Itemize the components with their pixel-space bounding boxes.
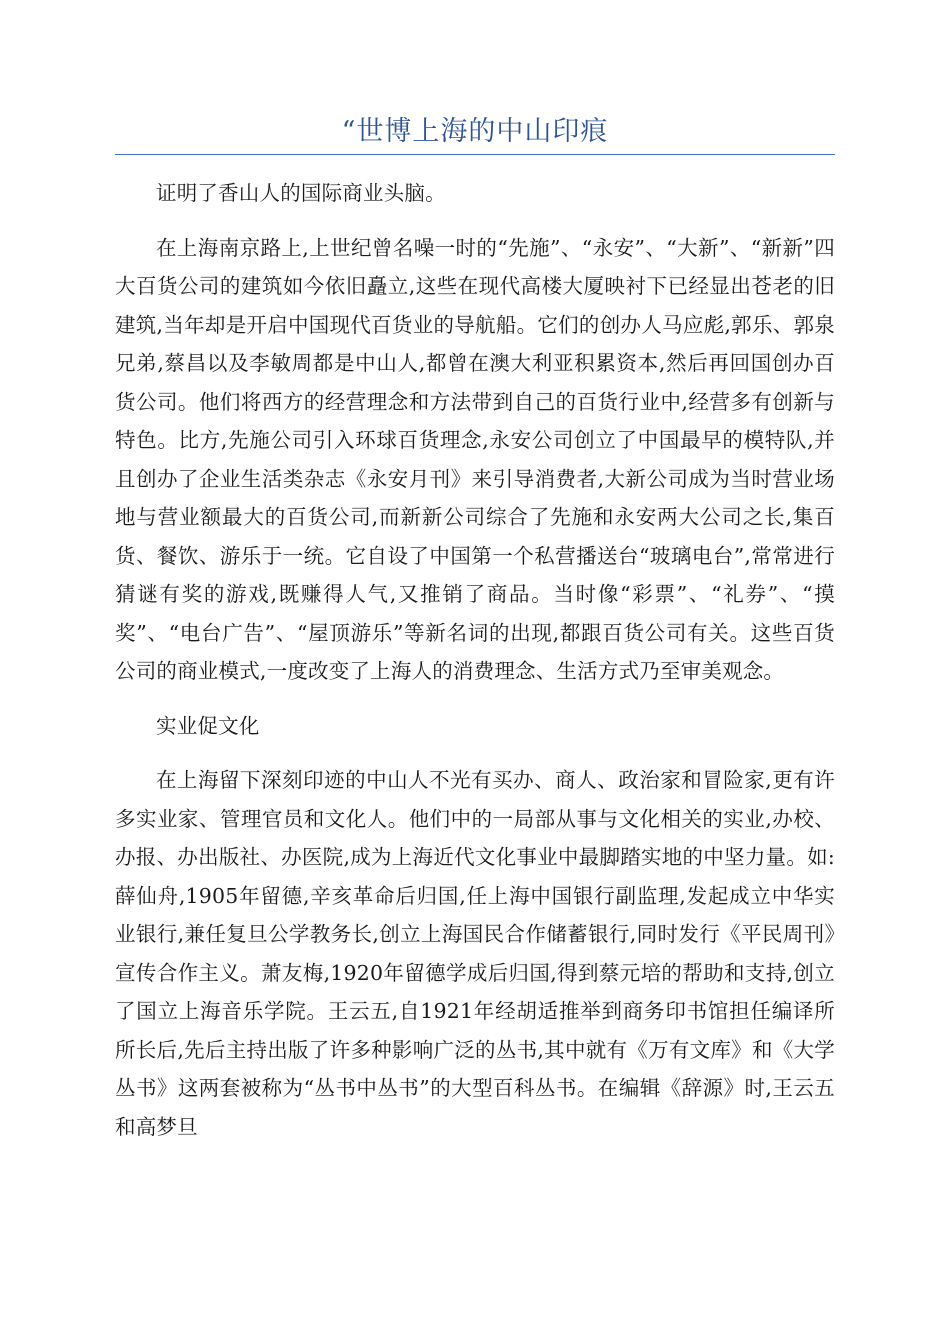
title-underline	[115, 154, 835, 155]
paragraph-department-stores: 在上海南京路上,上世纪曾名噪一时的“先施”、“永安”、“大新”、“新新”四大百货公司的建筑如今依旧矗立,这些在现代高楼大厦映衬下已经显出苍老的旧建筑,当年却是开启中国现代百货业的导航船。它们的创办人马应彪,郭乐、郭泉兄弟,蔡昌以及李敏周都是中山人,都曾在澳大利亚积累资本,然后再回国创办百货公司。他们将西方的经营理念和方法带到自己的百货行业中,经营多有创新与特色。比方,先施公司引入环球百货理念,永安公司创立了中国最早的模特队,并且创办了企业生活类杂志《永安月刊》来引导消费者,大新公司成为当时营业场地与营业额最大的百货公司,而新新公司综合了先施和永安两大公司之长,集百货、餐饮、游乐于一统。它自设了中国第一个私营播送台“玻璃电台”,常常进行猜谜有奖的游戏,既赚得人气,又推销了商品。当时像“彩票”、“礼券”、“摸奖”、“电台广告”、“屋顶游乐”等新名词的出现,都跟百货公司有关。这些百货公司的商业模式,一度改变了上海人的消费理念、生活方式乃至审美观念。	[115, 235, 835, 683]
paragraph-culture: 在上海留下深刻印迹的中山人不光有买办、商人、政治家和冒险家,更有许多实业家、管理官员和文化人。他们中的一局部从事与文化相关的实业,办校、办报、办出版社、办医院,成为上海近代文化事业中最脚踏实地的中坚力量。如:薛仙舟,1905年留德,辛亥革命后归国,任上海中国银行副监理,发起成立中华实业银行,兼任复旦公学教务长,创立上海国民合作储蓄银行,同时发行《平民周刊》宣传合作主义。萧友梅,1920年留德学成后归国,得到蔡元培的帮助和支持,创立了国立上海音乐学院。王云五,自1921年经胡适推举到商务印书馆担任编译所所长后,先后主持出版了许多种影响广泛的丛书,其中就有《万有文库》和《大学丛书》这两套被称为“丛书中丛书”的大型百科丛书。在编辑《辞源》时,王云五和高梦旦	[115, 768, 835, 1139]
section-heading: 实业促文化	[156, 713, 260, 738]
document-body	[115, 174, 835, 1162]
page-title: “世博上海的中山印痕	[341, 116, 609, 147]
paragraph-intro: 证明了香山人的国际商业头脑。	[156, 181, 446, 205]
